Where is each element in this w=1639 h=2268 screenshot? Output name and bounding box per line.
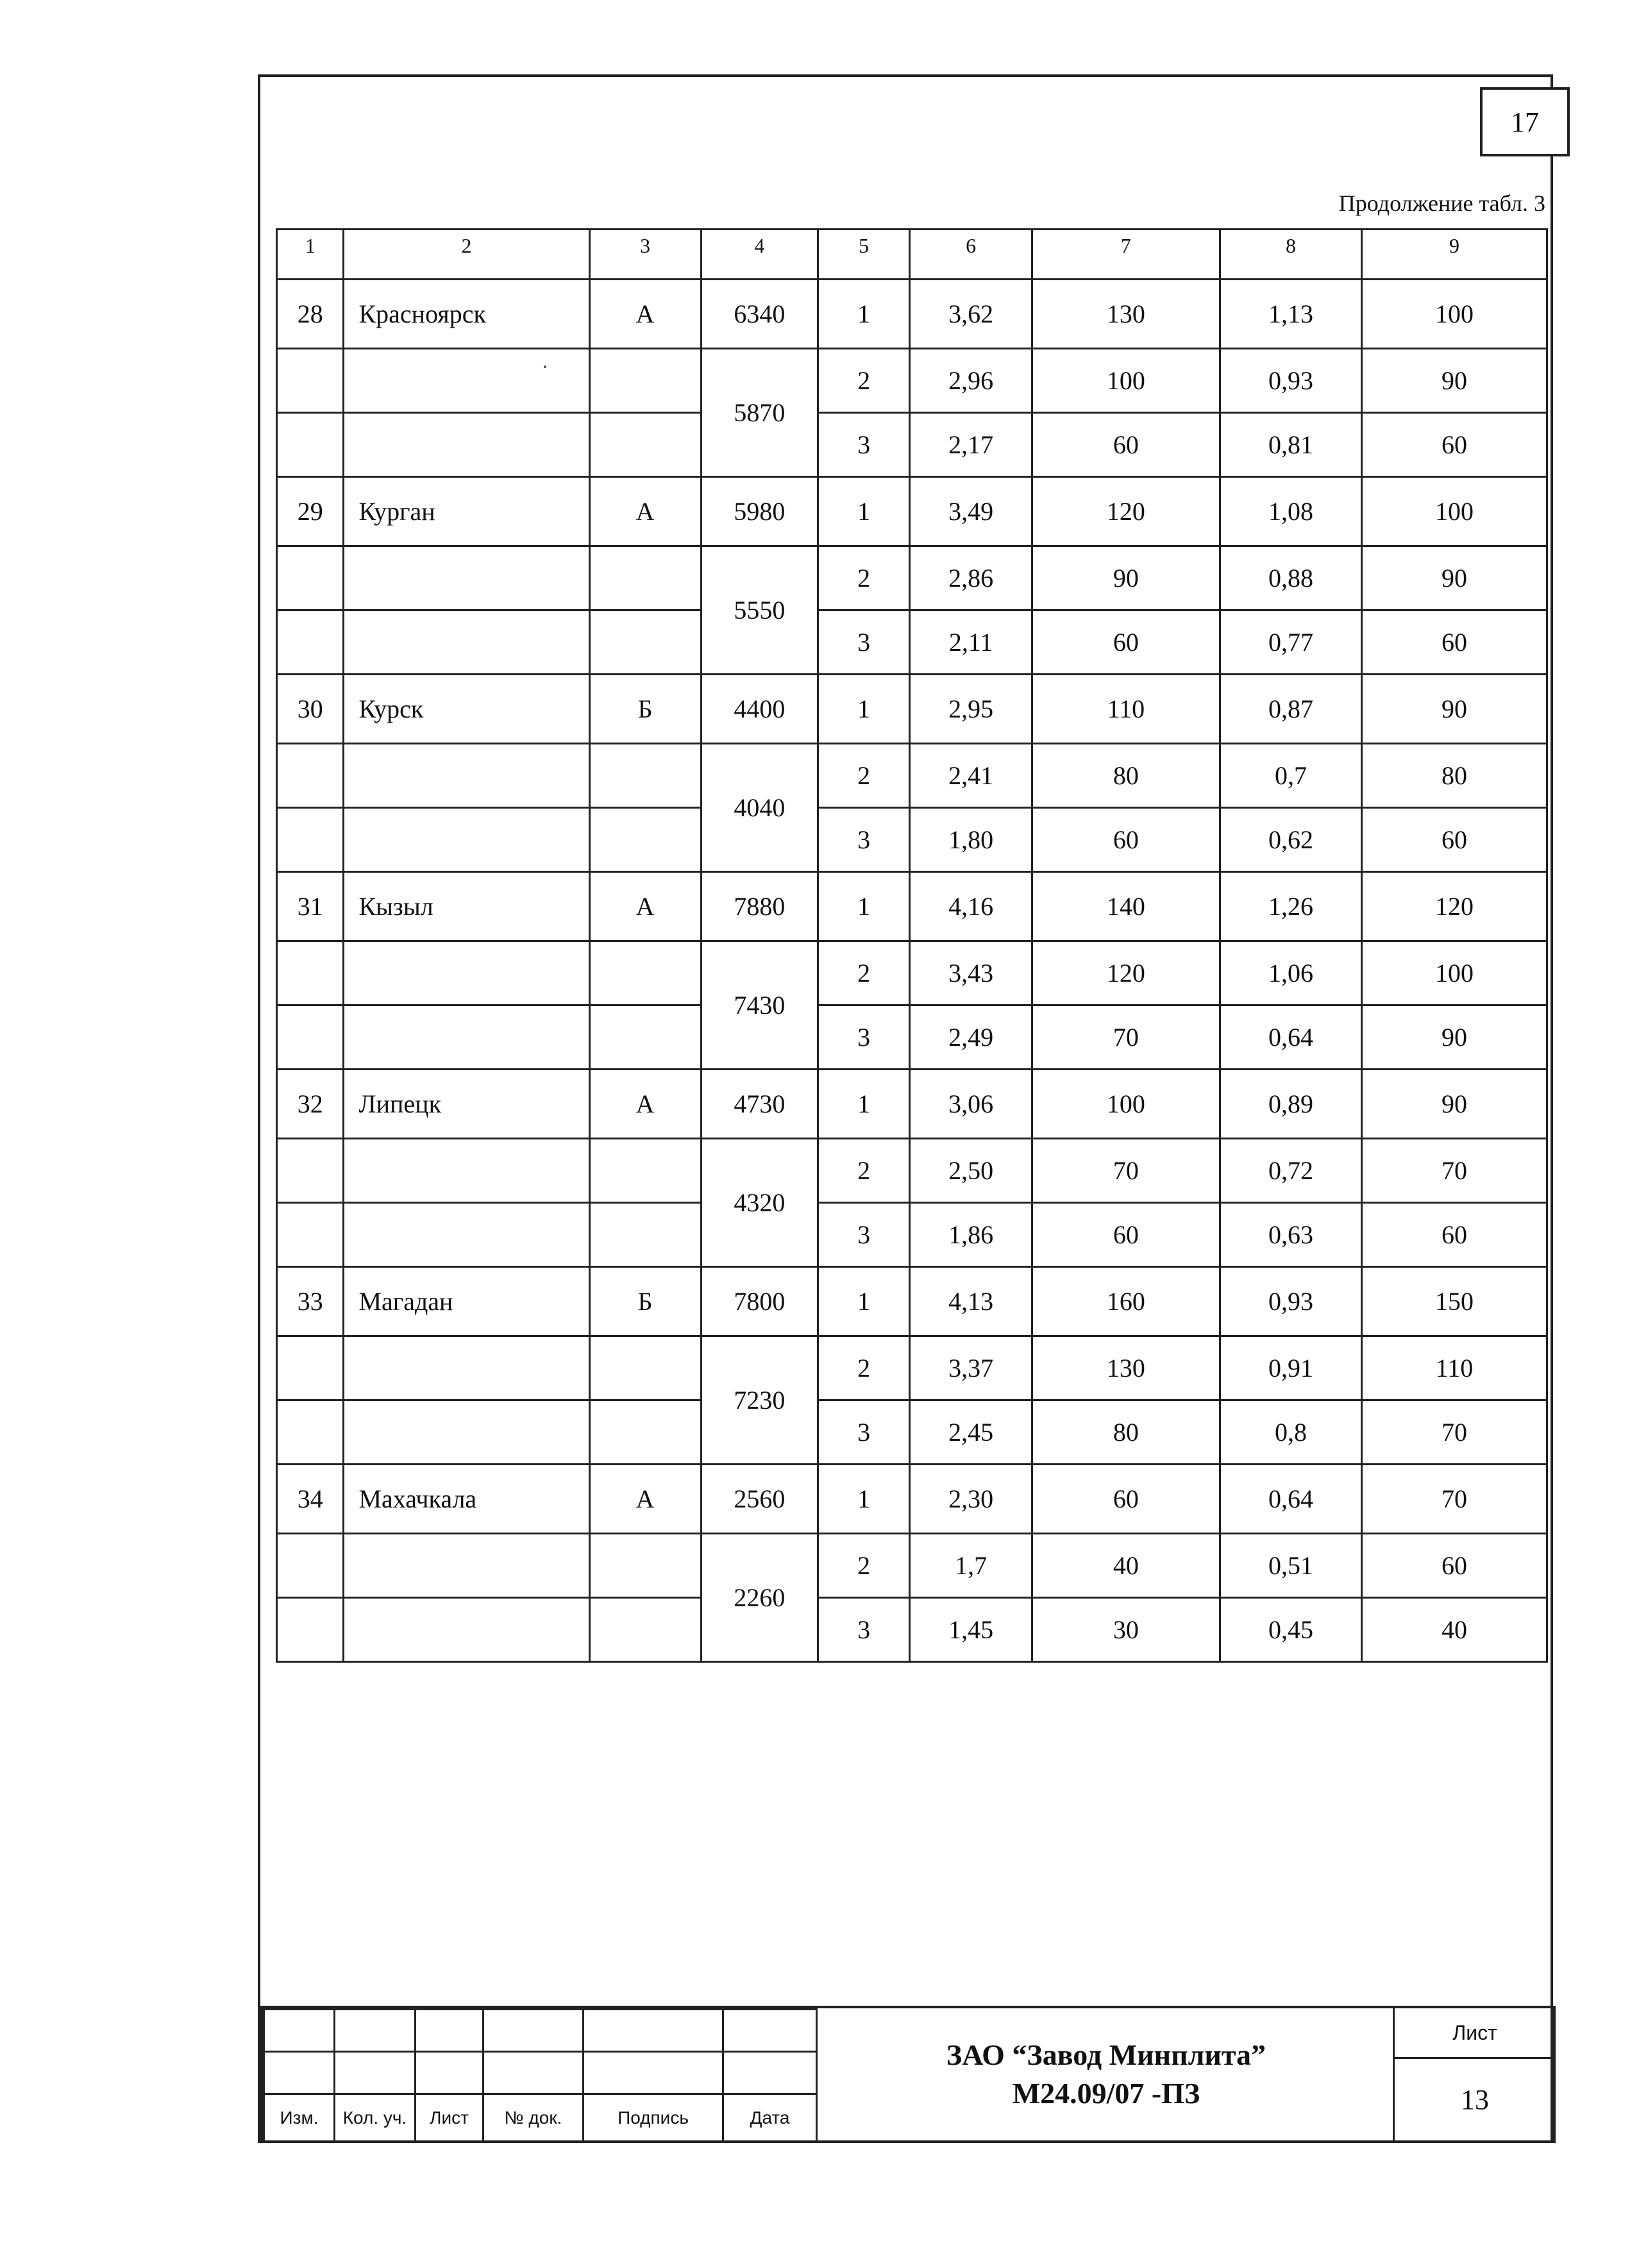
title-block: [260, 2006, 1556, 2143]
empty-cell: [277, 744, 344, 808]
table-row: [277, 1598, 1547, 1662]
label-list: Лист: [416, 2094, 483, 2142]
value-cell: 1,06: [1220, 941, 1361, 1005]
page-number-box: [1480, 87, 1570, 156]
value-cell: 2,86: [910, 546, 1032, 610]
table-row: [277, 872, 1547, 941]
empty-cell: [277, 808, 344, 872]
row-number-cell: 31: [277, 872, 344, 941]
row-number-cell: 29: [277, 477, 344, 546]
value-cell: 70: [1362, 1139, 1547, 1203]
table-row: [277, 413, 1547, 477]
city-cell: Магадан: [344, 1267, 589, 1336]
value-cell: 80: [1032, 1400, 1220, 1465]
table-row: [277, 1534, 1547, 1598]
city-cell: Красноярск: [344, 280, 589, 349]
city-cell: Курск: [344, 675, 589, 744]
value-cell: 100: [1362, 280, 1547, 349]
value-cell: 1: [818, 1465, 909, 1534]
value-cell: 1,80: [910, 808, 1032, 872]
value-cell: 100: [1032, 1070, 1220, 1139]
value-cell: 60: [1032, 1465, 1220, 1534]
value-cell: 0,64: [1220, 1005, 1361, 1070]
empty-cell: [344, 1139, 589, 1203]
col4-cell: 6340: [701, 280, 818, 349]
value-cell: 0,87: [1220, 675, 1361, 744]
empty-cell: [277, 413, 344, 477]
value-cell: 70: [1032, 1139, 1220, 1203]
table-row: [277, 546, 1547, 610]
zone-cell: Б: [589, 1267, 701, 1336]
table-row: [277, 349, 1547, 413]
label-signature: Подпись: [584, 2094, 723, 2142]
empty-cell: [344, 349, 589, 413]
table-row: [277, 675, 1547, 744]
sheet-number: 13: [1461, 2084, 1489, 2115]
zone-cell: А: [589, 1465, 701, 1534]
value-cell: 70: [1032, 1005, 1220, 1070]
value-cell: 0,63: [1220, 1203, 1361, 1267]
value-cell: 2: [818, 1336, 909, 1400]
header-row: [277, 230, 1547, 280]
city-cell: Кызыл: [344, 872, 589, 941]
value-cell: 3: [818, 1005, 909, 1070]
empty-cell: [344, 1336, 589, 1400]
value-cell: 3,43: [910, 941, 1032, 1005]
value-cell: 1: [818, 477, 909, 546]
value-cell: 2,41: [910, 744, 1032, 808]
table-row: [277, 1336, 1547, 1400]
empty-cell: [589, 1139, 701, 1203]
value-cell: 0,77: [1220, 610, 1361, 675]
value-cell: 60: [1032, 808, 1220, 872]
value-cell: 2,96: [910, 349, 1032, 413]
col4-cell: 4040: [701, 744, 818, 872]
col4-cell: 4400: [701, 675, 818, 744]
empty-cell: [589, 546, 701, 610]
empty-cell: [589, 808, 701, 872]
value-cell: 70: [1362, 1400, 1547, 1465]
header-cell: 9: [1362, 230, 1547, 280]
value-cell: 2,11: [910, 610, 1032, 675]
empty-cell: [344, 1005, 589, 1070]
value-cell: 110: [1362, 1336, 1547, 1400]
value-cell: 60: [1362, 413, 1547, 477]
empty-cell: [589, 1203, 701, 1267]
col4-cell: 7880: [701, 872, 818, 941]
zone-cell: Б: [589, 675, 701, 744]
empty-cell: [277, 546, 344, 610]
table-row: [277, 1267, 1547, 1336]
value-cell: 0,64: [1220, 1465, 1361, 1534]
empty-cell: [344, 413, 589, 477]
value-cell: 0,51: [1220, 1534, 1361, 1598]
value-cell: 30: [1032, 1598, 1220, 1662]
empty-cell: [277, 349, 344, 413]
value-cell: 40: [1032, 1534, 1220, 1598]
empty-cell: [344, 1534, 589, 1598]
value-cell: 2,49: [910, 1005, 1032, 1070]
row-number-cell: 33: [277, 1267, 344, 1336]
value-cell: 140: [1032, 872, 1220, 941]
value-cell: 3: [818, 610, 909, 675]
value-cell: 3,06: [910, 1070, 1032, 1139]
empty-cell: [589, 610, 701, 675]
value-cell: 3,62: [910, 280, 1032, 349]
value-cell: 2: [818, 941, 909, 1005]
header-cell: 7: [1032, 230, 1220, 280]
value-cell: 70: [1362, 1465, 1547, 1534]
value-cell: 2,45: [910, 1400, 1032, 1465]
value-cell: 3: [818, 808, 909, 872]
value-cell: 90: [1362, 546, 1547, 610]
value-cell: 0,89: [1220, 1070, 1361, 1139]
value-cell: 1,13: [1220, 280, 1361, 349]
col4-cell: 4320: [701, 1139, 818, 1267]
col4-cell: 2260: [701, 1534, 818, 1662]
table-row: [277, 1070, 1547, 1139]
label-izm: Изм.: [264, 2094, 335, 2142]
value-cell: 110: [1032, 675, 1220, 744]
table-row: [277, 941, 1547, 1005]
zone-cell: А: [589, 280, 701, 349]
value-cell: 1,45: [910, 1598, 1032, 1662]
col4-cell: 5870: [701, 349, 818, 477]
value-cell: 0,88: [1220, 546, 1361, 610]
value-cell: 60: [1362, 610, 1547, 675]
value-cell: 1,08: [1220, 477, 1361, 546]
value-cell: 2,17: [910, 413, 1032, 477]
value-cell: 2,30: [910, 1465, 1032, 1534]
value-cell: 3: [818, 1203, 909, 1267]
title-block-grid: [263, 2008, 818, 2142]
empty-cell: [589, 413, 701, 477]
table-row: [277, 477, 1547, 546]
value-cell: 60: [1362, 1534, 1547, 1598]
empty-cell: [589, 349, 701, 413]
col4-cell: 5980: [701, 477, 818, 546]
value-cell: 0,45: [1220, 1598, 1361, 1662]
value-cell: 100: [1032, 349, 1220, 413]
empty-cell: [589, 1336, 701, 1400]
value-cell: 2: [818, 1139, 909, 1203]
value-cell: 1: [818, 872, 909, 941]
value-cell: 120: [1032, 941, 1220, 1005]
value-cell: 0,7: [1220, 744, 1361, 808]
value-cell: 2: [818, 546, 909, 610]
value-cell: 40: [1362, 1598, 1547, 1662]
city-cell: Липецк: [344, 1070, 589, 1139]
company-name: ЗАО “Завод Минплита”: [946, 2038, 1266, 2071]
value-cell: 60: [1032, 1203, 1220, 1267]
row-number-cell: 28: [277, 280, 344, 349]
value-cell: 80: [1362, 744, 1547, 808]
row-number-cell: 34: [277, 1465, 344, 1534]
value-cell: 2,95: [910, 675, 1032, 744]
table-caption: Продолжение табл. 3: [1338, 190, 1545, 216]
empty-cell: [589, 941, 701, 1005]
value-cell: 80: [1032, 744, 1220, 808]
col4-cell: 7230: [701, 1336, 818, 1465]
empty-cell: [277, 1534, 344, 1598]
value-cell: 4,16: [910, 872, 1032, 941]
empty-cell: [277, 1598, 344, 1662]
empty-cell: [589, 1598, 701, 1662]
header-cell: 6: [910, 230, 1032, 280]
data-table: [276, 228, 1548, 1663]
value-cell: 0,72: [1220, 1139, 1361, 1203]
value-cell: 90: [1362, 675, 1547, 744]
header-cell: 4: [701, 230, 818, 280]
value-cell: 120: [1362, 872, 1547, 941]
col4-cell: 4730: [701, 1070, 818, 1139]
col4-cell: 5550: [701, 546, 818, 675]
empty-cell: [277, 1005, 344, 1070]
value-cell: 130: [1032, 280, 1220, 349]
value-cell: 0,81: [1220, 413, 1361, 477]
table-row: [277, 1139, 1547, 1203]
value-cell: 100: [1362, 941, 1547, 1005]
value-cell: 60: [1362, 808, 1547, 872]
document-code: М24.09/07 -ПЗ: [1012, 2077, 1200, 2110]
empty-cell: [277, 1139, 344, 1203]
city-cell: Махачкала: [344, 1465, 589, 1534]
value-cell: 100: [1362, 477, 1547, 546]
value-cell: 3: [818, 1598, 909, 1662]
empty-cell: [277, 610, 344, 675]
value-cell: 2: [818, 349, 909, 413]
value-cell: 1,7: [910, 1534, 1032, 1598]
value-cell: 0,62: [1220, 808, 1361, 872]
value-cell: 1: [818, 280, 909, 349]
value-cell: 1: [818, 675, 909, 744]
empty-cell: [344, 546, 589, 610]
label-doc-no: № док.: [483, 2094, 584, 2142]
empty-cell: [277, 1203, 344, 1267]
header-cell: 2: [344, 230, 589, 280]
value-cell: 90: [1362, 349, 1547, 413]
table-row: [277, 1465, 1547, 1534]
empty-cell: [589, 1400, 701, 1465]
table-row: [277, 610, 1547, 675]
empty-cell: [344, 941, 589, 1005]
table-row: [277, 744, 1547, 808]
value-cell: 150: [1362, 1267, 1547, 1336]
value-cell: 2: [818, 1534, 909, 1598]
empty-cell: [589, 1534, 701, 1598]
value-cell: 4,13: [910, 1267, 1032, 1336]
label-date: Дата: [723, 2094, 817, 2142]
value-cell: 2: [818, 744, 909, 808]
empty-cell: [344, 1400, 589, 1465]
value-cell: 1: [818, 1070, 909, 1139]
empty-cell: [344, 808, 589, 872]
value-cell: 1: [818, 1267, 909, 1336]
empty-cell: [589, 744, 701, 808]
col4-cell: 7800: [701, 1267, 818, 1336]
table-row: [277, 1203, 1547, 1267]
value-cell: 3,37: [910, 1336, 1032, 1400]
value-cell: 90: [1362, 1005, 1547, 1070]
table-row: [277, 1005, 1547, 1070]
empty-cell: [344, 744, 589, 808]
value-cell: 120: [1032, 477, 1220, 546]
value-cell: 1,26: [1220, 872, 1361, 941]
col4-cell: 2560: [701, 1465, 818, 1534]
header-cell: 5: [818, 230, 909, 280]
row-number-cell: 32: [277, 1070, 344, 1139]
value-cell: 90: [1032, 546, 1220, 610]
empty-cell: [277, 1336, 344, 1400]
zone-cell: А: [589, 872, 701, 941]
value-cell: 0,93: [1220, 1267, 1361, 1336]
value-cell: 1,86: [910, 1203, 1032, 1267]
col4-cell: 7430: [701, 941, 818, 1070]
value-cell: 60: [1362, 1203, 1547, 1267]
sheet-label: Лист: [1395, 2008, 1555, 2059]
empty-cell: [277, 1400, 344, 1465]
table-row: [277, 808, 1547, 872]
value-cell: 0,91: [1220, 1336, 1361, 1400]
row-number-cell: 30: [277, 675, 344, 744]
header-cell: 3: [589, 230, 701, 280]
value-cell: 2,50: [910, 1139, 1032, 1203]
table-row: [277, 1400, 1547, 1465]
table-row: [277, 280, 1547, 349]
value-cell: 160: [1032, 1267, 1220, 1336]
label-kol-uch: Кол. уч.: [335, 2094, 416, 2142]
sheet-cell: [1393, 2008, 1555, 2140]
zone-cell: А: [589, 1070, 701, 1139]
empty-cell: [277, 941, 344, 1005]
city-cell: Курган: [344, 477, 589, 546]
value-cell: 90: [1362, 1070, 1547, 1139]
value-cell: 3: [818, 1400, 909, 1465]
value-cell: 3,49: [910, 477, 1032, 546]
empty-cell: [344, 1203, 589, 1267]
value-cell: 60: [1032, 610, 1220, 675]
value-cell: 0,93: [1220, 349, 1361, 413]
header-cell: 8: [1220, 230, 1361, 280]
value-cell: 3: [818, 413, 909, 477]
empty-cell: [344, 1598, 589, 1662]
value-cell: 0,8: [1220, 1400, 1361, 1465]
empty-cell: [589, 1005, 701, 1070]
title-block-main: [816, 2008, 1395, 2140]
empty-cell: [344, 610, 589, 675]
value-cell: 130: [1032, 1336, 1220, 1400]
header-cell: 1: [277, 230, 344, 280]
value-cell: 60: [1032, 413, 1220, 477]
page-number: 17: [1511, 106, 1539, 138]
zone-cell: А: [589, 477, 701, 546]
